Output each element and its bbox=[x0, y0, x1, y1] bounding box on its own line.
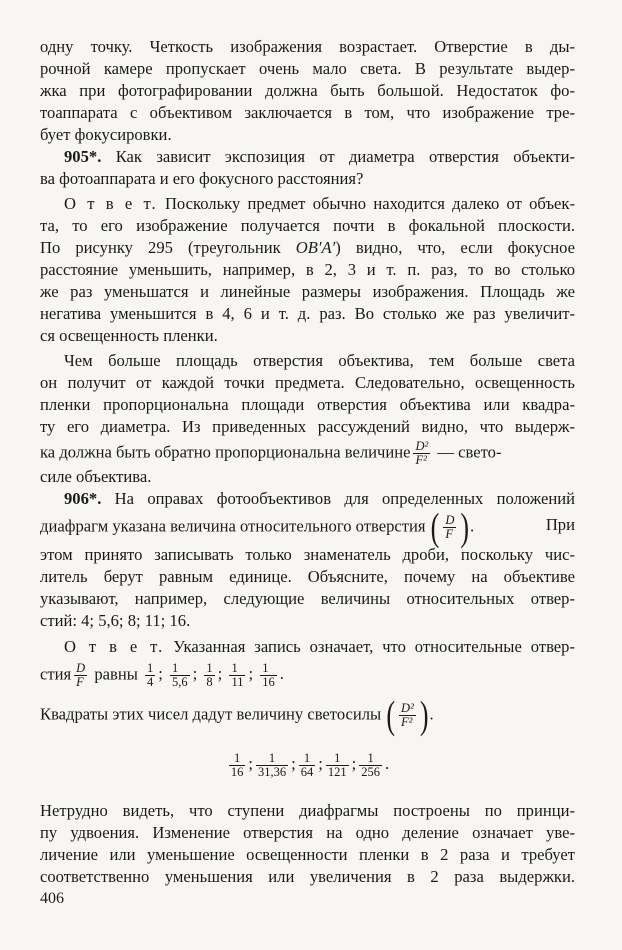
denominator: 8 bbox=[206, 675, 213, 689]
text-line bbox=[40, 237, 575, 259]
text-line: негатива уменьшится в 4, 6 и т. д. раз. Во столько же раз увеличит- bbox=[40, 304, 575, 323]
text-line bbox=[40, 505, 575, 549]
paren-right: ) bbox=[460, 505, 470, 549]
fraction bbox=[145, 662, 155, 689]
problem-906 bbox=[64, 488, 575, 510]
fraction-list-centered: $\frac{1}{16}$ ; $\frac{1}{31,36}$ ; $\frac{1}{64}$ ; $\frac{1}{121}$ ; $\frac{1}{256}$ . bbox=[230, 751, 390, 779]
problem-text: Как зависит экспозиция от диаметра отверстия объекти- bbox=[101, 147, 575, 166]
text-line bbox=[40, 662, 575, 689]
fraction-d2-f2 bbox=[413, 440, 430, 467]
fraction bbox=[359, 752, 382, 779]
text-line: расстояние уменьшить, например, в 2, 3 и т. п. раз, то во столько bbox=[40, 260, 575, 279]
fraction bbox=[260, 662, 277, 689]
denominator: 31,36 bbox=[257, 765, 287, 779]
fraction-list: $\frac{1}{4}$ ; $\frac{1}{5,6}$ ; $\frac{1}{8}$ ; $\frac{1}{11}$ ; $\frac{1}{16}$ . bbox=[147, 661, 284, 689]
denominator: 16 bbox=[262, 675, 275, 689]
problem-905 bbox=[64, 146, 575, 168]
text-span: — свето- bbox=[437, 442, 502, 462]
denominator: 256 bbox=[361, 765, 380, 779]
text-span: По рисунку 295 (треугольник bbox=[40, 238, 296, 257]
text-line: Квадраты этих чисел дадут величину светосилы ( $\frac{\text{D²}}{\text{F²}}$ ). bbox=[40, 693, 434, 737]
text-line: одну точку. Четкость изображения возрастает. Отверстие в ды- bbox=[40, 37, 575, 56]
numerator: D² bbox=[401, 701, 414, 715]
problem-number: 905*. bbox=[64, 147, 102, 166]
text-line: стий: 4; 5,6; 8; 11; 16. bbox=[40, 611, 191, 630]
paren-left: ( bbox=[386, 693, 396, 737]
text-line: пу удвоения. Изменение отверстия на одно деление означает уве- bbox=[40, 823, 575, 842]
problem-number: 906*. bbox=[64, 489, 102, 508]
numerator: 1 bbox=[256, 752, 288, 766]
numerator: 1 bbox=[359, 752, 382, 766]
denominator: 16 bbox=[230, 765, 244, 779]
numerator: 1 bbox=[326, 752, 349, 766]
text-line: силе объектива. bbox=[40, 467, 152, 486]
fraction-d-f bbox=[74, 662, 87, 689]
text-line bbox=[40, 440, 575, 467]
text-line: Нетрудно видеть, что ступени диафрагмы построены по принци- bbox=[40, 801, 575, 820]
numerator: 1 bbox=[147, 661, 154, 675]
answer-905 bbox=[64, 193, 575, 215]
text-line: пленки пропорциональна площади отверстия объектива или квадра- bbox=[40, 395, 575, 414]
text-line: этом принято записывать только знаменатель дроби, поскольку чис- bbox=[40, 545, 575, 564]
text-line: ту его диаметра. Из приведенных рассуждений видно, что выдерж- bbox=[40, 417, 575, 436]
numerator: 1 bbox=[229, 752, 246, 766]
fraction bbox=[229, 752, 246, 779]
text-line: ся освещенность пленки. bbox=[40, 326, 218, 345]
denominator: F² bbox=[415, 453, 427, 467]
text-line: бует фокусировки. bbox=[40, 125, 172, 144]
text-span: стия bbox=[40, 664, 72, 684]
fraction-d-f bbox=[443, 514, 456, 541]
numerator: D bbox=[76, 661, 86, 675]
text-line: ва фотоаппарата и его фокусного расстояния? bbox=[40, 169, 364, 188]
text-line: Чем больше площадь отверстия объектива, тем больше света bbox=[64, 351, 575, 370]
text-span: равны bbox=[94, 664, 138, 684]
text-line: соответственно уменьшения или увеличения в 2 раза выдержки. bbox=[40, 867, 575, 886]
text-span: диафрагм указана величина относительного отверстия bbox=[40, 516, 426, 536]
text-line: личение или уменьшение освещенности пленки в 2 раза и требует bbox=[40, 845, 575, 864]
text-span: ) видно, что, если фокусное bbox=[335, 238, 575, 257]
text-line: тоаппарата с объективом заключается в том, что изображение тре- bbox=[40, 103, 575, 122]
answer-text: Поскольку предмет обычно находится далеко от объек- bbox=[157, 194, 575, 213]
denominator: 5,6 bbox=[172, 675, 188, 689]
denominator: F² bbox=[401, 715, 413, 729]
fraction bbox=[299, 752, 316, 779]
text-line: жка при фотографировании должна быть большой. Недостаток фо- bbox=[40, 81, 575, 100]
triangle-label: OB′A′ bbox=[295, 238, 336, 257]
numerator: 1 bbox=[299, 752, 316, 766]
numerator: 1 bbox=[260, 662, 277, 676]
text-line: указывают, например, следующие величины относительных отвер- bbox=[40, 589, 575, 608]
answer-text: Указанная запись означает, что относительные отвер- bbox=[164, 637, 575, 656]
denominator: 11 bbox=[231, 675, 244, 689]
numerator: 1 bbox=[229, 662, 245, 676]
text-span: При bbox=[545, 515, 575, 534]
paren-left: ( bbox=[430, 505, 440, 549]
answer-906 bbox=[64, 636, 575, 658]
denominator: 64 bbox=[300, 765, 314, 779]
text-line: рочной камере пропускает очень мало света. В результате выдер- bbox=[40, 59, 575, 78]
text-line: та, то его изображение получается почти в фокальной плоскости. bbox=[40, 216, 575, 235]
answer-label: О т в е т. bbox=[64, 637, 165, 656]
text-span: ка должна быть обратно пропорциональна величине bbox=[40, 442, 411, 462]
fraction bbox=[204, 662, 214, 689]
numerator: D bbox=[445, 513, 455, 527]
fraction-d2-f2 bbox=[399, 702, 416, 729]
numerator: 1 bbox=[206, 661, 213, 675]
fraction bbox=[326, 752, 349, 779]
paren-right: ) bbox=[419, 693, 429, 737]
denominator: F bbox=[76, 675, 84, 689]
fraction bbox=[229, 662, 245, 689]
numerator: D² bbox=[415, 439, 429, 453]
answer-label: О т в е т. bbox=[64, 194, 158, 213]
page-number: 406 bbox=[40, 890, 64, 907]
fraction bbox=[170, 662, 190, 689]
text-line: же раз уменьшатся и линейные размеры изображения. Площадь же bbox=[40, 282, 575, 301]
text-span: . bbox=[470, 516, 475, 536]
text-line: он получит от каждой точки предмета. Следовательно, освещенность bbox=[40, 373, 575, 392]
denominator: 121 bbox=[327, 765, 347, 779]
denominator: F bbox=[445, 527, 453, 541]
fraction bbox=[256, 752, 288, 779]
text-line: литель берут равным единице. Объясните, почему на объективе bbox=[40, 567, 575, 586]
problem-text: На оправах фотообъективов для определенных положений bbox=[101, 489, 575, 508]
text-span: Квадраты этих чисел дадут величину светосилы bbox=[40, 704, 382, 724]
denominator: 4 bbox=[147, 675, 154, 689]
numerator: 1 bbox=[170, 662, 190, 676]
